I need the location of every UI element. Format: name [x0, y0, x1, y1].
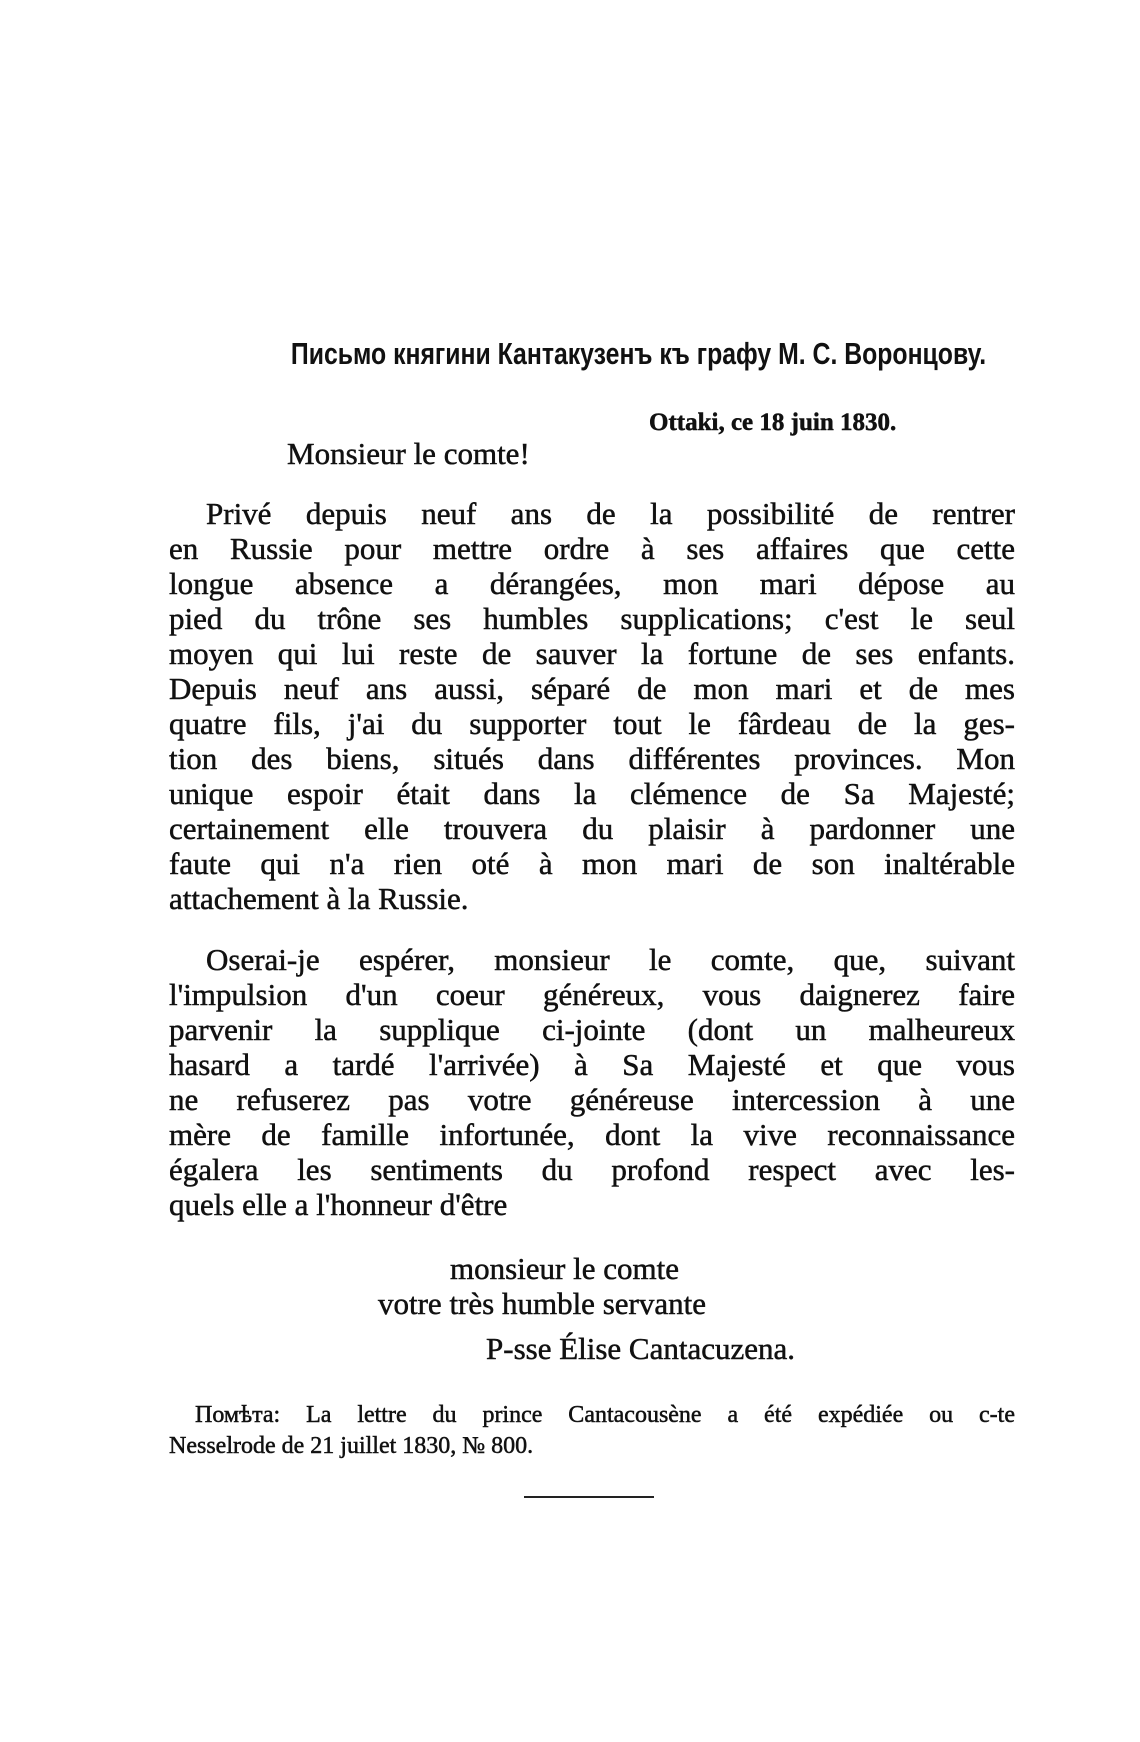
closing-line: votre très humble servante	[378, 1286, 706, 1321]
section-divider	[524, 1496, 654, 1498]
text-line: pied du trône ses humbles supplications; c'est le seul	[169, 601, 1015, 636]
salutation: Monsieur le comte!	[287, 436, 530, 471]
closing-line: monsieur le comte	[450, 1251, 679, 1286]
text-line: quatre fils, j'ai du supporter tout le fârdeau de la ges-	[169, 706, 1015, 741]
text-line: longue absence a dérangées, mon mari dépose au	[169, 566, 1015, 601]
text-line: parvenir la supplique ci-jointe (dont un malheureux	[169, 1012, 1015, 1047]
text-line: en Russie pour mettre ordre à ses affaires que cette	[169, 531, 1015, 566]
text-line: hasard a tardé l'arrivée) à Sa Majesté et que vous	[169, 1047, 1015, 1082]
text-line: Privé depuis neuf ans de la possibilité de rentrer	[206, 496, 1015, 531]
text-line: moyen qui lui reste de sauver la fortune de ses enfants.	[169, 636, 1015, 671]
letter-date: Ottaki, ce 18 juin 1830.	[649, 409, 897, 436]
text-line: tion des biens, situés dans différentes provinces. Mon	[169, 741, 1015, 776]
text-line: mère de famille infortunée, dont la vive reconnaissance	[169, 1117, 1015, 1152]
text-line: unique espoir était dans la clémence de Sa Majesté;	[169, 776, 1015, 811]
letter-title	[204, 336, 985, 372]
text-line: Depuis neuf ans aussi, séparé de mon mari et de mes	[169, 671, 1015, 706]
text-line: quels elle a l'honneur d'être	[169, 1187, 508, 1222]
text-line: attachement à la Russie.	[169, 881, 469, 916]
note-line: Помѣта: La lettre du prince Cantacousène a été expédiée ou c-te	[195, 1402, 1015, 1428]
text-line: faute qui n'a rien oté à mon mari de son inaltérable	[169, 846, 1015, 881]
text-line: Oserai-je espérer, monsieur le comte, que, suivant	[206, 942, 1015, 977]
text-line: ne refuserez pas votre généreuse intercession à une	[169, 1082, 1015, 1117]
letter-title-text: Письмо княгини Кантакузенъ къ графу М. С. Воронцову.	[290, 336, 987, 371]
signature: P-sse Élise Cantacuzena.	[486, 1331, 796, 1366]
text-line: égalera les sentiments du profond respect avec les-	[169, 1152, 1015, 1187]
text-line: l'impulsion d'un coeur généreux, vous daignerez faire	[169, 977, 1015, 1012]
text-line: certainement elle trouvera du plaisir à pardonner une	[169, 811, 1015, 846]
note-line: Nesselrode de 21 juillet 1830, № 800.	[169, 1433, 534, 1459]
